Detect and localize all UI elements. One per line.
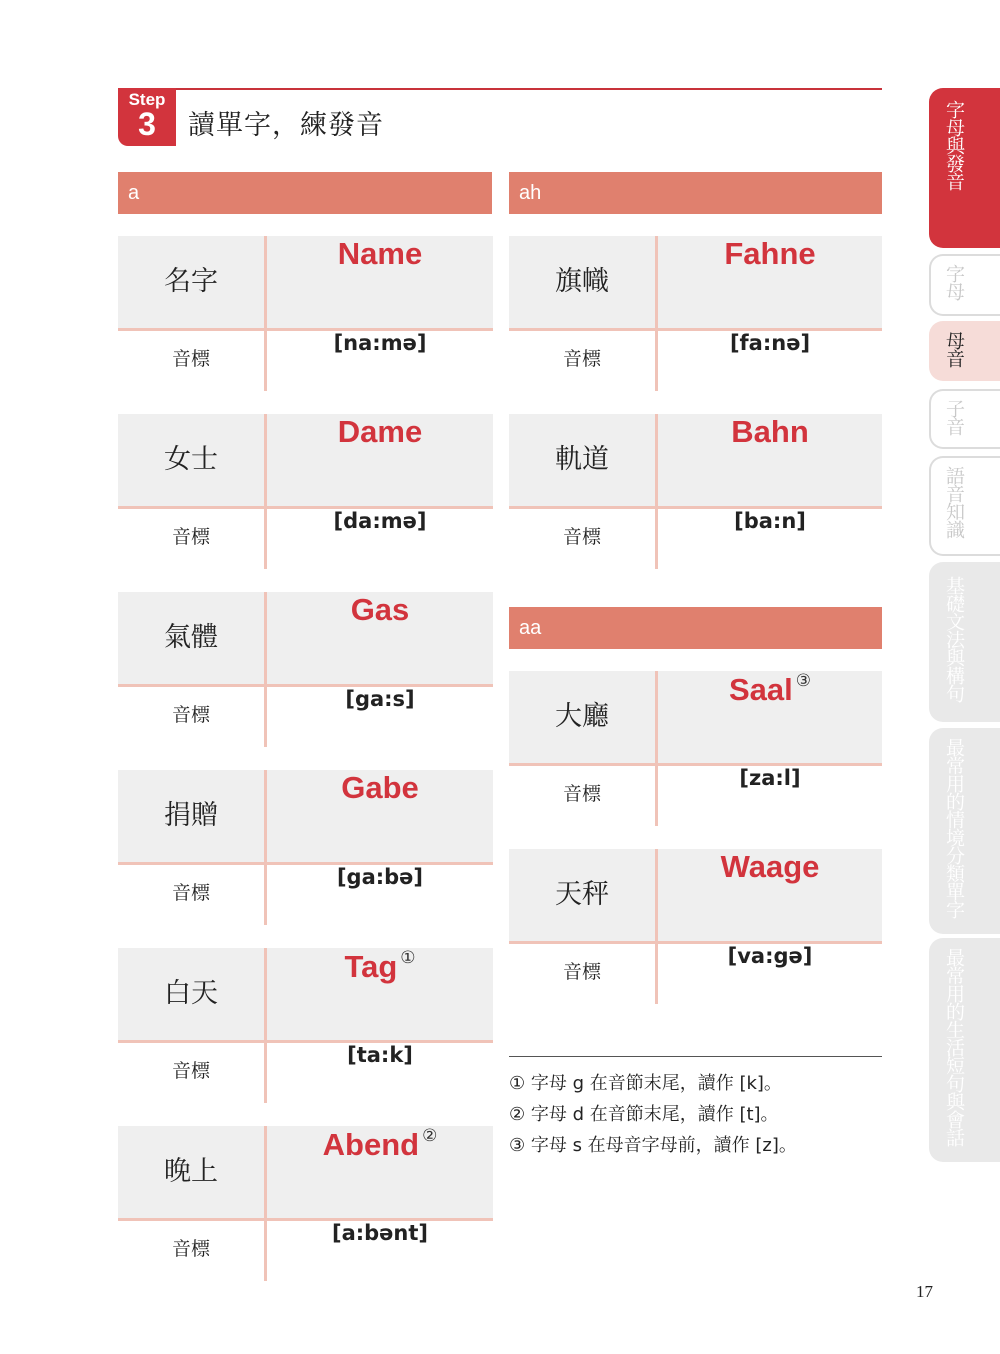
phonetic-transcription: [za:l] xyxy=(739,766,801,790)
phonetic-label: 音標 xyxy=(562,961,601,983)
word-card xyxy=(509,671,882,826)
word-chinese: 軌道 xyxy=(555,444,609,475)
footnote-marker: ① xyxy=(400,948,416,967)
phonetic-label: 音標 xyxy=(171,882,210,904)
tab-letters-and-pronunciation[interactable] xyxy=(929,88,1000,248)
phonetic-label: 音標 xyxy=(171,704,210,726)
tab-label: 字母 xyxy=(943,264,965,300)
step-badge xyxy=(118,88,176,146)
phonetic-label: 音標 xyxy=(171,348,210,370)
section-header-a: a xyxy=(118,172,492,214)
word-chinese: 女士 xyxy=(164,444,218,475)
phonetic-label: 音標 xyxy=(562,348,601,370)
word-chinese: 名字 xyxy=(164,266,218,297)
tab-label: 子音 xyxy=(943,399,965,435)
word-chinese: 大廳 xyxy=(555,701,609,732)
word-card xyxy=(118,592,493,747)
word-german: Bahn xyxy=(731,414,809,449)
word-chinese: 晚上 xyxy=(164,1156,218,1187)
phonetic-label: 音標 xyxy=(562,526,601,548)
phonetic-transcription: [ba:n] xyxy=(734,509,806,533)
tab-label: 語音知識 xyxy=(943,466,965,538)
word-card xyxy=(118,236,493,391)
word-german: Name xyxy=(337,236,423,271)
phonetic-transcription: [ga:bə] xyxy=(336,865,424,889)
footnote: ② 字母 d 在音節末尾，讀作 [t]。 xyxy=(509,1104,779,1125)
step-label: Step xyxy=(128,90,166,109)
tab-label: 最常用的情境分類單字 xyxy=(943,738,965,918)
word-card xyxy=(118,414,493,569)
phonetic-label: 音標 xyxy=(171,526,210,548)
tab-daily-phrases[interactable] xyxy=(929,938,1000,1162)
tab-common-vocabulary[interactable] xyxy=(929,728,1000,934)
phonetic-label: 音標 xyxy=(171,1238,210,1260)
word-card xyxy=(509,414,882,569)
word-card xyxy=(118,770,493,925)
tab-letters[interactable] xyxy=(929,254,1000,316)
step-number: 3 xyxy=(138,106,156,142)
phonetic-label: 音標 xyxy=(562,783,601,805)
phonetic-transcription: [fa:nə] xyxy=(729,331,811,355)
word-german: Dame xyxy=(337,414,423,449)
header-rule xyxy=(118,88,882,90)
footnote: ① 字母 g 在音節末尾，讀作 [k]。 xyxy=(509,1073,782,1094)
word-card xyxy=(509,849,882,1004)
tab-vowels[interactable] xyxy=(929,321,1000,381)
word-german: Abend ② xyxy=(322,1126,438,1162)
phonetic-label: 音標 xyxy=(171,1060,210,1082)
section-header-ah: ah xyxy=(509,172,882,214)
notes-rule xyxy=(509,1056,882,1057)
footnotes xyxy=(509,1068,797,1161)
tab-label: 字母與發音 xyxy=(943,100,965,190)
word-chinese: 白天 xyxy=(164,978,218,1009)
tab-consonants[interactable] xyxy=(929,389,1000,449)
footnote-marker: ② xyxy=(422,1126,438,1145)
phonetic-transcription: [na:mə] xyxy=(333,331,427,355)
word-german: Gabe xyxy=(341,770,419,805)
word-card xyxy=(118,1126,493,1281)
word-german: Saal ③ xyxy=(728,671,812,707)
word-chinese: 氣體 xyxy=(164,622,218,653)
tab-label: 母音 xyxy=(943,331,965,367)
word-german: Gas xyxy=(350,592,410,627)
word-chinese: 天秤 xyxy=(555,879,609,910)
tab-basic-grammar[interactable] xyxy=(929,562,1000,722)
section-header-aa: aa xyxy=(509,607,882,649)
tab-label: 最常用的生活短句與會話 xyxy=(943,948,965,1146)
footnote: ③ 字母 s 在母音字母前，讀作 [z]。 xyxy=(509,1135,797,1156)
phonetic-transcription: [a:bənt] xyxy=(331,1221,429,1245)
phonetic-transcription: [ga:s] xyxy=(345,687,415,711)
footnote-marker: ③ xyxy=(795,671,812,690)
word-german: Waage xyxy=(720,849,820,884)
phonetic-transcription: [ta:k] xyxy=(347,1043,413,1067)
word-card xyxy=(118,948,493,1103)
tab-phonetic-knowledge[interactable] xyxy=(929,456,1000,556)
phonetic-transcription: [va:gə] xyxy=(727,944,813,968)
word-german: Fahne xyxy=(724,236,816,271)
word-card xyxy=(509,236,882,391)
tab-label: 基礎文法與構句 xyxy=(943,576,965,702)
word-chinese: 捐贈 xyxy=(164,800,218,831)
page-title: 讀單字，練發音 xyxy=(188,110,384,141)
page-number: 17 xyxy=(916,1282,933,1301)
phonetic-transcription: [da:mə] xyxy=(333,509,427,533)
word-chinese: 旗幟 xyxy=(555,266,609,297)
word-german: Tag ① xyxy=(344,948,416,984)
